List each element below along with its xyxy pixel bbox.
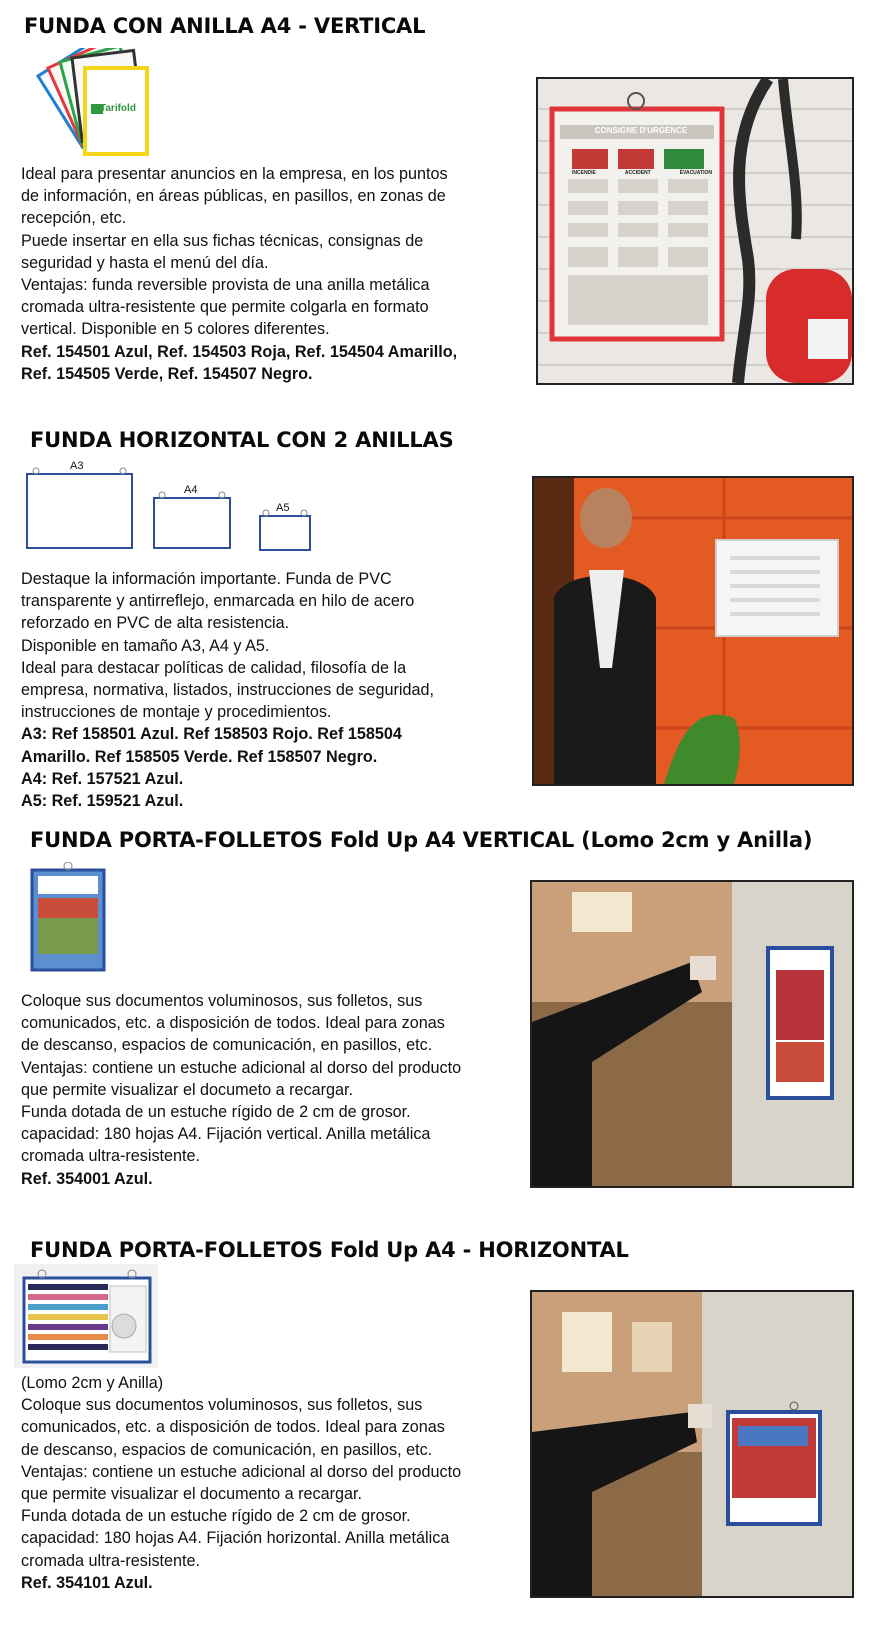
sign-columns <box>572 170 712 176</box>
sign-col-label: ACCIDENT <box>624 170 651 176</box>
text-line: Funda dotada de un estuche rígido de 2 cm de grosor. <box>21 1507 411 1526</box>
photo-horizontal-brochure-holder <box>530 1290 854 1598</box>
text-line: Ventajas: contiene un estuche adicional al dorso del producto <box>21 1462 462 1481</box>
text-line: transparente y antirreflejo, enmarcada en hilo de acero <box>21 592 415 611</box>
photo-emergency-sign <box>536 77 854 385</box>
size-label-a3: A3 <box>70 460 84 472</box>
product-thumbnail-brochure-horizontal <box>14 1264 158 1368</box>
text-line: Ventajas: funda reversible provista de una anilla metálica <box>21 276 430 295</box>
photo-vertical-brochure-holder <box>530 880 854 1188</box>
text-line: Disponible en tamaño A3, A4 y A5. <box>21 636 270 655</box>
text-line: capacidad: 180 hojas A4. Fijación vertical. Anilla metálica <box>21 1125 431 1144</box>
section-1-title: FUNDA CON ANILLA A4 - VERTICAL <box>24 14 426 38</box>
text-line: cromada ultra-resistente. <box>21 1147 201 1166</box>
sign-title: CONSIGNE D'URGENCE <box>594 126 688 135</box>
text-line: empresa, normativa, listados, instrucciones de seguridad, <box>21 681 434 700</box>
text-line: de descanso, espacios de comunicación, en pasillos, etc. <box>21 1036 433 1055</box>
photo-waiter-orange-wall <box>532 476 854 786</box>
section-4-title: FUNDA PORTA-FOLLETOS Fold Up A4 - HORIZONTAL <box>30 1238 629 1262</box>
brand-label: Tarifold <box>100 103 136 114</box>
text-line: (Lomo 2cm y Anilla) <box>21 1374 164 1392</box>
reference-line: Ref. 154501 Azul, Ref. 154503 Roja, Ref. 154504 Amarillo, <box>21 342 458 361</box>
size-label-a5: A5 <box>276 502 290 514</box>
product-thumbnail-brochure-vertical <box>30 862 112 974</box>
section-1-description <box>21 163 541 385</box>
product-thumbnail-vertical-sleeves <box>30 48 155 160</box>
text-line: Funda dotada de un estuche rígido de 2 cm de grosor. <box>21 1103 411 1122</box>
text-line: comunicados, etc. a disposición de todos. Ideal para zonas <box>21 1014 445 1033</box>
reference-line: Amarillo. Ref 158505 Verde. Ref 158507 Negro. <box>21 747 378 766</box>
text-line: de información, en áreas públicas, en pasillos, en zonas de <box>21 187 446 206</box>
text-line: Destaque la información importante. Funda de PVC <box>21 570 392 588</box>
text-line: comunicados, etc. a disposición de todos. Ideal para zonas <box>21 1418 445 1437</box>
text-line: Ideal para presentar anuncios en la empresa, en los puntos <box>21 165 448 183</box>
text-line: que permite visualizar el documento a recargar. <box>21 1485 363 1504</box>
text-line: Coloque sus documentos voluminosos, sus folletos, sus <box>21 992 423 1010</box>
text-line: Ideal para destacar políticas de calidad, filosofía de la <box>21 658 407 677</box>
section-3-description <box>21 990 541 1190</box>
text-line: cromada ultra-resistente. <box>21 1551 201 1570</box>
text-line: vertical. Disponible en 5 colores diferentes. <box>21 320 330 339</box>
text-line: Ventajas: contiene un estuche adicional al dorso del producto <box>21 1058 462 1077</box>
sign-col-label: INCENDIE <box>572 170 596 176</box>
reference-line: Ref. 354001 Azul. <box>21 1169 153 1188</box>
text-line: que permite visualizar el documeto a recargar. <box>21 1080 354 1099</box>
text-line: capacidad: 180 hojas A4. Fijación horizontal. Anilla metálica <box>21 1529 450 1548</box>
reference-line: Ref. 154505 Verde, Ref. 154507 Negro. <box>21 364 313 383</box>
text-line: instrucciones de montaje y procedimientos. <box>21 703 332 722</box>
size-diagram <box>24 460 324 552</box>
reference-line: A4: Ref. 157521 Azul. <box>21 769 184 788</box>
text-line: Puede insertar en ella sus fichas técnicas, consignas de <box>21 231 424 250</box>
reference-line: A3: Ref 158501 Azul. Ref 158503 Rojo. Ref 158504 <box>21 725 402 744</box>
section-4-description <box>21 1372 541 1594</box>
text-line: seguridad y hasta el menú del día. <box>21 253 269 272</box>
section-2-title: FUNDA HORIZONTAL CON 2 ANILLAS <box>30 428 454 452</box>
text-line: cromada ultra-resistente que permite colgarla en formato <box>21 298 429 317</box>
text-line: de descanso, espacios de comunicación, en pasillos, etc. <box>21 1440 433 1459</box>
section-3-title: FUNDA PORTA-FOLLETOS Fold Up A4 VERTICAL (Lomo 2cm y Anilla) <box>30 828 813 852</box>
section-2-description <box>21 568 541 812</box>
text-line: Coloque sus documentos voluminosos, sus folletos, sus <box>21 1396 423 1415</box>
size-label-a4: A4 <box>184 484 198 496</box>
sign-col-label: ÉVACUATION <box>679 170 712 176</box>
text-line: recepción, etc. <box>21 209 127 228</box>
reference-line: A5: Ref. 159521 Azul. <box>21 792 184 811</box>
reference-line: Ref. 354101 Azul. <box>21 1573 153 1592</box>
text-line: reforzado en PVC de alta resistencia. <box>21 614 290 633</box>
